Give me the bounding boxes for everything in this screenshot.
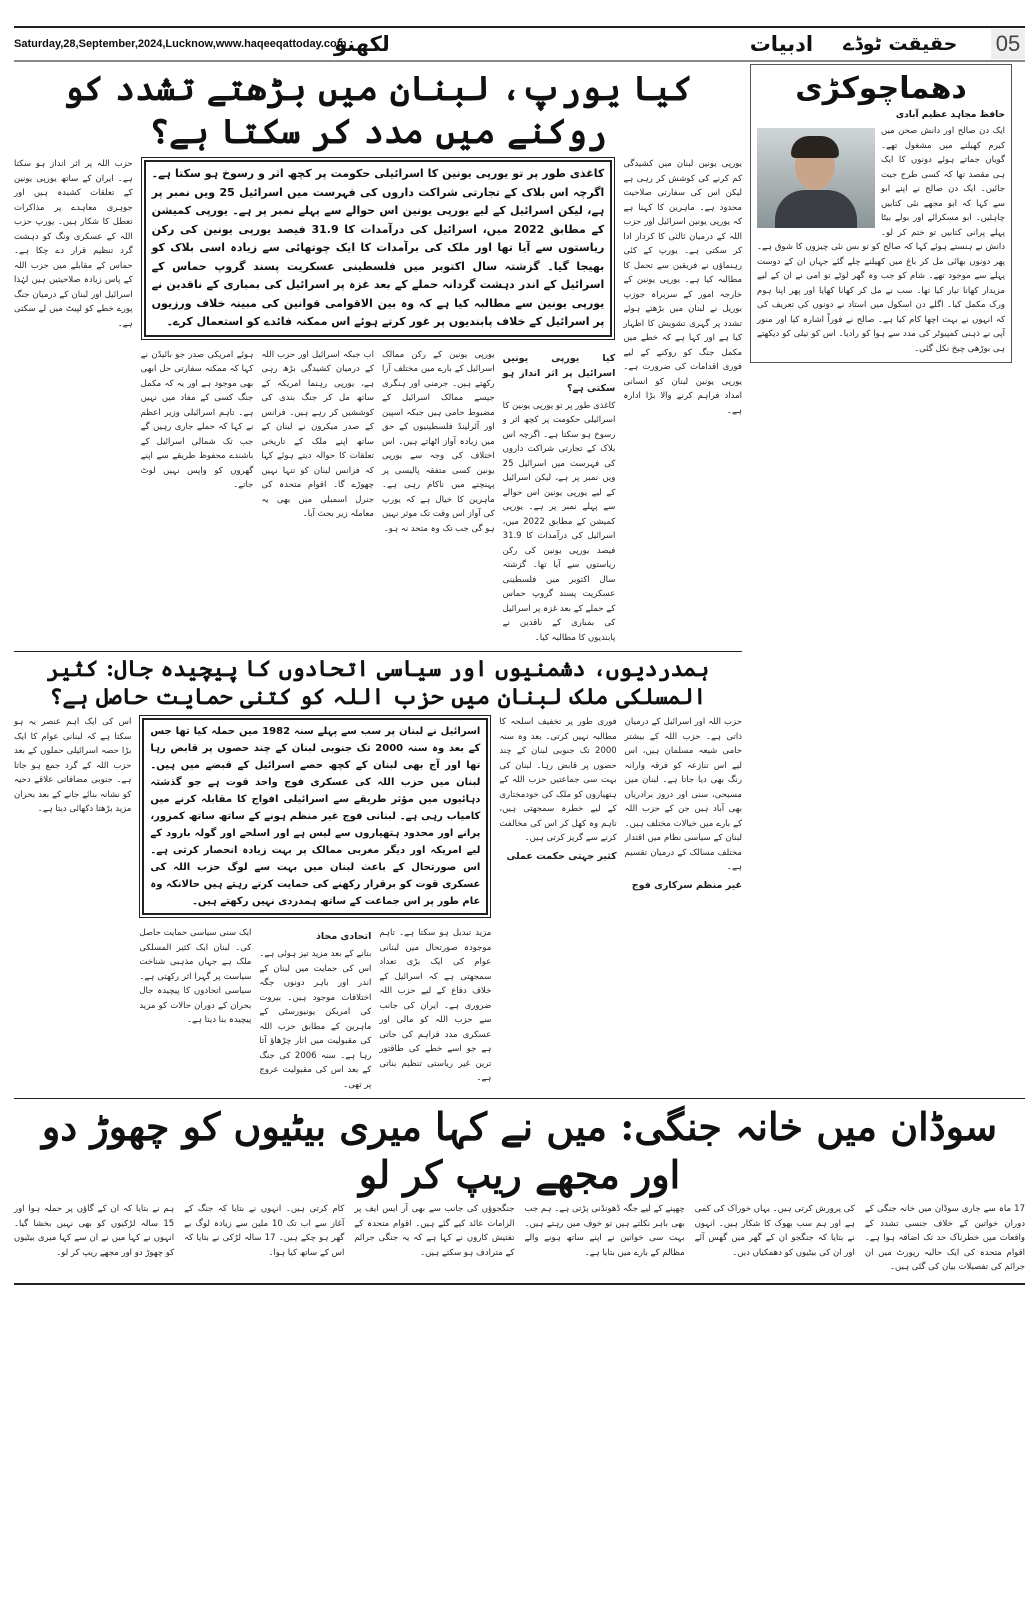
date-line: Saturday,28,September,2024,Lucknow,www.haqeeqattoday.com (14, 38, 347, 50)
page-number: 05 (991, 29, 1025, 59)
masthead (14, 28, 1025, 60)
article2-middle-columns (139, 926, 491, 1092)
text-column (354, 1202, 514, 1275)
text-column (382, 348, 495, 646)
header-rule (14, 60, 1025, 62)
paragraph: یورپی یونین کے رکن ممالک اسرائیل کے بارے میں مختلف آرا رکھتے ہیں۔ جرمنی اور ہنگری جیسے ممالک اسرائیل کے مضبوط حامی ہیں جبکہ اسپین اور آئرلینڈ فلسطینیوں کے حق میں زیادہ آواز اٹھاتے ہیں۔ اس اختلاف کی وجہ سے یورپی یونین کسی متفقہ پالیسی پر پہنچنے میں ناکام رہی ہے۔ ماہرین کا خیال ہے کہ یورپ کی آواز اس وقت تک موثر نہیں ہو گی جب تک وہ متحد نہ ہو۔ (381, 349, 495, 534)
sidebar-story (750, 64, 1012, 363)
text-column (139, 926, 251, 1092)
text-column (499, 715, 616, 867)
upper-section (14, 64, 1025, 1092)
article3-body (14, 1202, 1025, 1275)
paper-logo: حقیقت ٹوڈے (843, 33, 958, 55)
text-column (261, 348, 374, 646)
article1-middle (141, 157, 616, 645)
article2-headline: ہمدردیوں، دشمنیوں اور سیاسی اتحادوں کا پیچیدہ جال: کثیر المسلکی ملک لبنان میں حزب اللہ کو کتنی حمایت حاصل ہے؟ (46, 656, 710, 710)
paragraph: حزب اللہ اور اسرائیل کے درمیان ذاتی ہے۔ حزب اللہ کے بیشتر حامی شیعہ مسلمان ہیں، اس لیے اس تنازعہ کو فرقہ وارانہ رنگ بھی دیا جاتا ہے۔ لبنان میں مسیحی، سنی اور دروز برادریاں بھی آباد ہیں جن کے حزب اللہ کے بارے میں خیالات مختلف ہیں۔ لبنان کے سیاسی نظام میں اقتدار مختلف مسالک کے درمیان تقسیم ہے۔ (624, 717, 742, 872)
article2-body (14, 715, 742, 1092)
subheading: غیر منظم سرکاری فوج (631, 879, 742, 891)
paragraph: 17 ماہ سے جاری سوڈان میں خانہ جنگی کے دوران خواتین کے خلاف جنسی تشدد کے واقعات میں خطرناک حد تک اضافہ ہوا ہے۔ اقوام متحدہ کی ایک حالیہ رپورٹ میں ان جرائم کی تفصیلات بیان کی گئی ہیں۔ (864, 1204, 1025, 1272)
text-column (623, 157, 742, 418)
paragraph: فوری طور پر تخفیف اسلحہ کا مطالبہ نہیں کرتی۔ بعد وہ سنہ 2000 تک جنوبی لبنان کے چند حصوں پر قابض رہا۔ لبنان کی بہت سی جماعتیں حزب اللہ کے ہتھیاروں کو ملک کی خودمختاری کے لیے خطرہ سمجھتی ہیں، تاہم وہ کھل کر اس کی مخالفت کرنے سے گریز کرتی ہیں۔ (499, 717, 617, 843)
paragraph: حزب اللہ پر اثر انداز ہو سکتا ہے۔ ایران کے ساتھ یورپی یونین کے تعلقات کشیدہ ہیں اور جوہری معاہدے پر مذاکرات تعطل کا شکار ہیں۔ یورپ حزب اللہ کے عسکری ونگ کو دہشت گرد تنظیم قرار دے چکا ہے۔ حماس کے مقابلے میں حزب اللہ کے پاس زیادہ صلاحیتیں ہیں لہٰذا اسرائیل اور لبنان کے درمیان جنگ پورے خطے کو لپیٹ میں لے سکتی ہے۔ (13, 159, 133, 329)
paragraph: اس کی ایک اہم عنصر یہ ہو سکتا ہے کہ لبنانی عوام کا ایک بڑا حصہ اسرائیلی حملوں کے بعد حزب اللہ کے گرد جمع ہو جاتا ہے۔ جنوبی مضافاتی علاقے دحیہ کو نشانہ بنائے جانے کے بعد بحران مزید بڑھتا دکھائی دیتا ہے۔ (14, 717, 132, 814)
paragraph: چھپنے کے لیے جگہ ڈھونڈنی پڑتی ہے۔ ہم جب بھی باہر نکلتے ہیں تو خوف میں رہتے ہیں۔ بہت سی خواتین نے اپنے ساتھ ہونے والے مظالم کے بارے میں بتایا ہے۔ (524, 1204, 685, 1258)
text-column (503, 348, 616, 646)
text-column (379, 926, 491, 1092)
article3-headline: سوڈان میں خانہ جنگی: میں نے کہا میری بیٹیوں کو چھوڑ دو اور مجھے ریپ کر لو (41, 1104, 998, 1197)
article2-pull-quote: اسرائیل نے لبنان پر سب سے پہلے سنہ 1982 میں حملہ کیا تھا جس کے بعد وہ سنہ 2000 تک جنوبی لبنان کے چند حصوں پر قابض رہا تھا اور آج بھی لبنان کے کچھ حصے اسرائیل کے قبضے میں ہیں۔ لبنان میں حزب اللہ کی عسکری فوج واحد قوت ہے جو گذشتہ دہائیوں میں مؤثر طریقے سے اسرائیلی افواج کا مقابلہ کرنے میں کامیاب رہی ہے۔ لبنانی فوج غیر منظم ہونے کے ساتھ ساتھ کمزور، پرانے اور محدود ہتھیاروں سے لیس ہے اور اسلحے اور گولہ بارود کے لیے امریکہ اور دیگر مغربی ممالک پر بہت زیادہ انحصار کرتی ہے۔ اس صورتحال کے باعث لبنان میں بہت سے لوگ حزب اللہ کی عسکری قوت کو برقرار رکھنے کی حمایت کرتے رہتے ہیں حالانکہ وہ عام طور پر اس جماعت کے ساتھ ہمدردی نہیں رکھتے ہیں۔ (142, 718, 488, 915)
paragraph: ایک سنی سیاسی حمایت حاصل کی۔ لبنان ایک کثیر المسلکی ملک ہے جہاں مذہبی شناخت سیاست پر گہرا اثر رکھتی ہے۔ سیاسی اتحادوں کا پیچیدہ جال بحران کے دوران حالات کو مزید پیچیدہ بنا دیتا ہے۔ (139, 928, 252, 1025)
text-column (259, 926, 371, 1092)
text-column (695, 1202, 855, 1275)
sidebar-title: دھماچوکڑی (795, 71, 967, 106)
text-column (14, 1202, 174, 1275)
paragraph: اب جبکہ اسرائیل اور حزب اللہ کے درمیان کشیدگی بڑھ رہی ہے، یورپی رہنما امریکہ کے ساتھ مل کر جنگ بندی کی کوششیں کر رہے ہیں۔ فرانس کے صدر میکرون نے لبنان کے ساتھ اپنے ملک کے تاریخی تعلقات کا حوالہ دیتے ہوئے کہا کہ فرانس لبنان کو تنہا نہیں چھوڑے گا۔ اقوام متحدہ کی جنرل اسمبلی میں بھی یہ معاملہ زیر بحث آیا۔ (261, 349, 374, 519)
subheading: اتحادی محاذ (316, 931, 372, 942)
text-column (184, 1202, 344, 1275)
sidebar-text: ایک دن صالح اور دانش صحن میں کیرم کھیلنے میں مشغول تھے۔ گویاں جماتے ہوئے دونوں کا ایک ہی مقصد تھا کہ کسی طرح جیت جائیں۔ ایک دن صالح نے اپنے ابو سے کہا کہ ابو مجھے نئی کتابیں چاہئیں۔ ابو مسکرائے اور بولے بیٹا پہلے پرانی کتابیں تو ختم کر لو۔ دانش نے ہنستے ہوئے کہا کہ صالح کو تو بس نئی چیزوں کا شوق ہے۔ پھر دونوں بھائی مل کر باغ میں کھیلنے چلے گئے جہاں ان کے دوست پہلے سے موجود تھے۔ شام کو جب وہ گھر لوٹے تو امی نے ان کے لیے مزیدار کھانا تیار کیا تھا۔ سب نے مل کر کھانا کھایا اور پھر اپنا ہوم ورک مکمل کیا۔ اگلے دن اسکول میں استاد نے دونوں کی تعریف کی کہ انہوں نے بہت اچھا کام کیا ہے۔ صالح نے فوراً اشارہ کیا اور منور آپی نے ذہنی کمپیوٹر کی مدد سے ہوا کو رادیا۔ اس کو تیلی کو دیکھتے ہی بوڑھی چیخ نکل گئی۔ (757, 126, 1005, 354)
paragraph: بنانے کے بعد مزید تیز ہوئی ہے۔ اس کی حمایت میں لبنان کے اندر اور باہر دونوں جگہ اختلافات موجود ہیں۔ بیروت کی امریکن یونیورسٹی کے ماہرین کے مطابق حزب اللہ کی مقبولیت میں اتار چڑھاؤ آتا رہا ہے۔ سنہ 2006 کی جنگ کے بعد اس کی مقبولیت عروج پر تھی۔ (259, 949, 372, 1090)
text-column (625, 715, 742, 896)
paragraph: کاغذی طور پر تو یورپی یونین کا اسرائیلی حکومت پر کچھ اثر و رسوخ ہو سکتا ہے۔ اگرچہ اس بلاک کے تجارتی شراکت داروں کی فہرست میں اسرائیل 25 ویں نمبر پر ہے، لیکن اسرائیل کے لیے یورپی یونین اس حوالے سے پہلے نمبر پر ہے۔ یورپی کمیشن کے مطابق 2022 میں، اسرائیل کی درآمدات کا 31.9 فیصد یورپی یونین کی رکن ریاستوں سے آیا تھا۔ گزشتہ سال اکتوبر میں فلسطینی عسکریت پسند گروپ حماس کے حملے کے بعد غزہ پر اسرائیل کی بمباری کے ناقدین نے پابندیوں کا مطالبہ کیا۔ (502, 400, 616, 643)
subheading: کیا یورپی یونین اسرائیل پر اثر انداز ہو سکتی ہے؟ (502, 352, 616, 394)
article1-body (14, 157, 742, 645)
paragraph: کام کرتی ہیں۔ انہوں نے بتایا کہ جنگ کے آغاز سے اب تک 10 ملین سے زیادہ لوگ بے گھر ہو چکے ہیں۔ 17 سالہ لڑکی نے بتایا کہ اس کے ساتھ کیا ہوا۔ (184, 1204, 345, 1258)
article1-headline: کیا یورپ، لبنان میں بڑھتے تشدد کو روکنے میں مدد کر سکتا ہے؟ (63, 69, 693, 152)
paragraph: کی پرورش کرتی ہیں۔ یہاں خوراک کی کمی ہے اور ہم سب بھوک کا شکار ہیں۔ انہوں نے بتایا کہ جنگجو ان کے گھر میں گھس آئے اور ان کی بیٹیوں کو دھمکیاں دیں۔ (694, 1204, 855, 1258)
paragraph: ہم نے بتایا کہ ان کے گاؤں پر حملہ ہوا اور 15 سالہ لڑکیوں کو بھی نہیں بخشا گیا۔ انہوں نے کہا میں نے ان سے کہا میری بیٹیوں کو چھوڑ دو اور مجھے ریپ کر لو۔ (13, 1204, 175, 1258)
author-photo (757, 128, 875, 228)
text-column (141, 348, 254, 646)
article2-middle (139, 715, 491, 1092)
paragraph: مزید تبدیل ہو سکتا ہے۔ تاہم موجودہ صورتحال میں لبنانی عوام کی ایک بڑی تعداد سمجھتی ہے کہ اسرائیل کے خلاف دفاع کے لیے حزب اللہ ضروری ہے۔ ایران کی جانب سے حزب اللہ کو مالی اور عسکری مدد فراہم کی جاتی ہے جو اسے خطے کی طاقتور ترین غیر ریاستی تنظیم بناتی ہے۔ (379, 928, 492, 1083)
subheading: کثیر جہتی حکمت عملی (506, 850, 617, 862)
text-column (14, 157, 133, 331)
text-column (524, 1202, 684, 1275)
section-name: ادبیات (749, 32, 814, 56)
city-name: لکھنؤ (334, 32, 390, 56)
paragraph: جنگجوؤں کی جانب سے بھی آر ایس ایف پر الزامات عائد کیے گئے ہیں۔ اقوام متحدہ کے تفتیش کاروں نے کہا ہے کہ یہ جنگی جرائم کے مترادف ہو سکتے ہیں۔ (354, 1204, 515, 1258)
paragraph: یورپی یونین لبنان میں کشیدگی کم کرنے کی کوشش کر رہی ہے لیکن اس کی سفارتی صلاحیت محدود ہے۔ ماہرین کا کہنا ہے کہ یورپی یونین اسرائیل اور حزب اللہ کے درمیان ثالثی کا کردار ادا کر سکتی ہے۔ یورپ کے کئی رہنماؤں نے فریقین سے تحمل کا مطالبہ کیا ہے۔ یورپی یونین کے خارجہ امور کے سربراہ جوزپ بوریل نے لبنان میں بڑھتے ہوئے تشدد پر گہری تشویش کا اظہار کیا ہے اور کہا ہے کہ خطے میں مکمل جنگ کو روکنے کے لیے فوری اقدامات کی ضرورت ہے۔ یورپی یونین لبنان کو انسانی امداد فراہم کرنے والا بڑا ادارہ ہے۔ (623, 159, 742, 416)
sidebar-author: حافظ مجاہد عظیم آبادی (895, 110, 1005, 120)
left-articles (14, 64, 742, 1092)
paragraph: ہوئے امریکی صدر جو بائیڈن نے کہا کہ ممکنہ سفارتی حل ابھی بھی موجود ہے اور یہ کہ مکمل جنگ کسی کے مفاد میں نہیں ہے۔ تاہم اسرائیلی وزیر اعظم نے کہا کہ حملے جاری رہیں گے جب تک شمالی اسرائیل کے باشندے محفوظ طریقے سے اپنے گھروں کو واپس نہیں لوٹ جاتے۔ (140, 349, 254, 490)
article1-pull-quote: کاغذی طور پر تو یورپی یونین کا اسرائیلی حکومت پر کچھ اثر و رسوخ ہو سکتا ہے۔ اگرچہ اس بلاک کے تجارتی شراکت داروں کی فہرست میں اسرائیل 25 ویں نمبر پر ہے، لیکن اسرائیل کے لیے یورپی یونین اس حوالے سے پہلے نمبر پر ہے۔ یورپی کمیشن کے مطابق 2022 میں، اسرائیل کی درآمدات کا 31.9 فیصد یورپی یونین کی رکن ریاستوں سے آیا تھا اور ملک کی برآمدات کا ایک چوتھائی سے زیادہ اسی بلاک کو بھیجا گیا۔ گزشتہ سال اکتوبر میں فلسطینی عسکریت پسند گروپ حماس کے اسرائیل کے اندر دہشت گردانہ حملے کے بعد غزہ پر اسرائیل کی بمباری کے ناقدین نے یورپی یونین سے مطالبہ کیا ہے کہ وہ بین الاقوامی قوانین کی مبینہ خلاف ورزیوں پر اسرائیل کے خلاف پابندیوں پر غور کرتے ہوئے اس ممکنہ فائدے کو استعمال کرے۔ (144, 160, 613, 337)
article1-middle-columns (141, 348, 616, 646)
text-column (865, 1202, 1025, 1275)
bottom-rule (14, 1283, 1025, 1285)
text-column (14, 715, 131, 817)
